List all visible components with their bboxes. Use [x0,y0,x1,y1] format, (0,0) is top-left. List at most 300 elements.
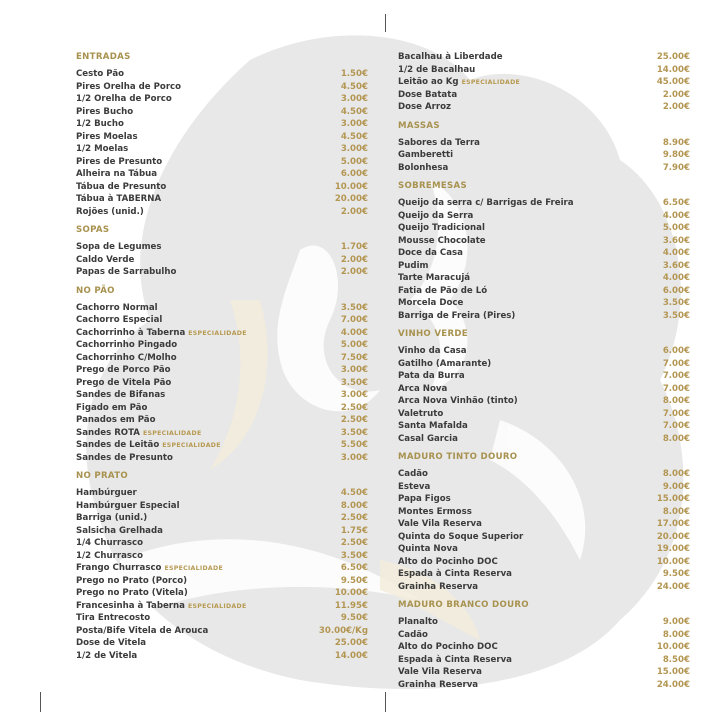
item-name: Sabores da Terra [398,137,480,148]
item-name: 1/2 Orelha de Porco [76,94,172,104]
item-name: Esteva [398,481,431,492]
item-name-wrap [76,364,171,377]
menu-item [76,452,368,465]
item-name: Dose Arroz [398,102,452,112]
menu-section [398,120,690,175]
menu-item [398,64,690,77]
menu-item [398,679,690,692]
menu-item [398,162,690,175]
item-name: Sopa de Legumes [76,242,162,252]
item-name-wrap [398,679,478,692]
menu-item [76,377,368,390]
item-name-wrap [398,581,478,594]
item-price: 7.90€ [662,162,690,173]
item-name-wrap [76,575,187,588]
item-name: Tábua à TABERNA [76,194,162,204]
item-name: Sandes de Bifanas [76,390,166,400]
menu-section [398,599,690,691]
item-name-wrap [76,587,188,600]
item-name: Vale Vila Reserva [398,667,482,677]
menu-item [76,156,368,169]
item-name: Cadão [398,469,428,479]
section-title: VINHO VERDE [398,329,468,339]
item-name: Cachorrinho Pingado [76,340,178,350]
item-name-wrap [76,339,177,352]
item-name: Papas de Sarrabulho [76,267,177,277]
item-name: Casal Garcia [398,433,458,444]
item-name-wrap [76,168,157,181]
item-name: Dose Batata [398,89,458,100]
item-price: 3.50€ [340,550,368,561]
item-name: Cachorrinho à Taberna [76,327,186,338]
item-name-wrap [398,654,512,667]
item-name-wrap [398,543,458,556]
menu-item [398,235,690,248]
item-price: 1.75€ [340,525,368,536]
item-name-wrap [76,402,147,415]
menu-item [76,575,368,588]
item-price: 3.50€ [340,302,368,313]
menu-item [76,168,368,181]
item-name: Sandes de Presunto [76,452,173,463]
item-price: 24.00€ [656,679,690,690]
item-name-wrap [76,550,143,563]
item-name: Pires de Presunto [76,156,163,167]
item-price: 15.00€ [656,667,690,677]
menu-item [398,420,690,433]
item-name-wrap [76,302,158,315]
item-price: 4.00€ [662,273,690,283]
item-name: Dose de Vitela [76,638,147,648]
item-name-wrap [398,137,480,150]
item-name-wrap [76,625,208,638]
menu-item [76,193,368,206]
item-name-wrap [398,162,448,175]
menu-item [76,206,368,219]
menu-item [76,302,368,315]
item-name: 1/2 Bucho [76,119,124,129]
item-name: Prego de Porco Pão [76,365,171,375]
item-price: 7.50€ [340,352,368,363]
item-name-wrap [398,64,475,77]
item-name: Prego no Prato (Porco) [76,575,188,586]
item-price: 6.00€ [340,169,368,179]
menu-item [76,637,368,650]
item-price: 3.00€ [340,390,368,400]
item-name-wrap [76,389,165,402]
item-name-wrap [76,525,163,538]
item-name-wrap [76,600,246,613]
item-price: 3.00€ [340,119,368,129]
item-price: 3.50€ [340,427,368,438]
menu-item [398,247,690,260]
menu-item [398,370,690,383]
menu-section [398,180,690,322]
item-price: 8.00€ [662,469,690,479]
menu-item [76,550,368,563]
item-name-wrap [76,156,162,169]
menu-item [398,149,690,162]
item-name-wrap [398,345,467,358]
item-name: Tábua de Presunto [76,181,167,192]
menu-item [398,285,690,298]
item-name-wrap [398,408,443,421]
section-title: ENTRADAS [76,52,131,62]
item-price: 2.00€ [340,206,368,217]
item-price: 7.00€ [340,315,368,325]
item-price: 4.00€ [340,327,368,338]
item-name: Francesinha à Taberna [76,600,185,611]
menu-item [76,600,368,613]
menu-item [398,222,690,235]
menu-item [76,266,368,279]
item-name-wrap [398,641,498,654]
item-price: 9.80€ [662,150,690,160]
item-name: 1/2 de Vitela [76,650,138,661]
item-name-wrap [76,81,181,94]
item-price: 2.00€ [340,267,368,277]
crop-mark-top [385,14,386,32]
item-price: 7.00€ [662,383,690,394]
item-name-wrap [398,468,428,481]
menu-item [398,345,690,358]
item-name-wrap [398,51,503,64]
menu-item [76,68,368,81]
menu-section [76,51,368,218]
menu-item [398,641,690,654]
item-name: Tira Entrecosto [76,613,151,623]
item-name: Alto do Pocinho DOC [398,642,498,652]
item-name: 1/2 Moelas [76,144,129,154]
item-name: Arca Nova [398,383,448,394]
item-name: Grainha Reserva [398,679,479,690]
section-title: MADURO TINTO DOURO [398,452,518,462]
specialty-badge: ESPECIALIDADE [187,602,247,610]
menu-item [398,89,690,102]
item-name-wrap [76,206,144,219]
item-price: 6.00€ [662,346,690,356]
item-name: Cachorro Especial [76,315,163,325]
item-name: Sandes ROTA [76,427,140,438]
item-price: 20.00€ [334,194,368,204]
item-price: 7.00€ [662,408,690,419]
item-price: 3.50€ [662,298,690,308]
item-name-wrap [398,420,468,433]
item-price: 24.00€ [656,581,690,592]
item-name: Posta/Bife Vitela de Arouca [76,625,209,636]
item-price: 8.50€ [662,654,690,665]
item-price: 9.50€ [340,575,368,586]
item-price: 3.00€ [340,144,368,154]
item-name-wrap [76,254,134,267]
menu-item [398,197,690,210]
menu-item [76,612,368,625]
menu-item [398,395,690,408]
item-name: Bacalhau à Liberdade [398,52,503,62]
menu-item [76,414,368,427]
item-price: 3.60€ [662,260,690,271]
item-price: 4.50€ [340,131,368,142]
item-name: Salsicha Grelhada [76,525,163,536]
menu-item [398,556,690,569]
item-price: 14.00€ [334,650,368,661]
menu-item [398,629,690,642]
item-name: Tarte Maracujá [398,273,471,283]
menu-item [398,616,690,629]
item-name-wrap [76,500,180,513]
item-name-wrap [398,666,482,679]
menu-item [398,297,690,310]
item-price: 25.00€ [656,52,690,62]
item-name-wrap [76,93,172,106]
menu-item [398,518,690,531]
menu-item [398,506,690,519]
item-name-wrap [76,377,171,390]
item-name-wrap [398,89,457,102]
item-name-wrap [398,616,438,629]
item-name: Cachorrinho C/Molho [76,352,177,363]
item-name-wrap [76,68,124,81]
section-title: NO PÃO [76,285,115,296]
item-price: 7.00€ [662,421,690,431]
item-name-wrap [76,414,156,427]
item-name-wrap [398,370,465,383]
item-name: Leitão ao Kg [398,77,459,87]
item-name: Espada à Cinta Reserva [398,654,512,665]
item-name-wrap [76,562,223,575]
item-name: Arca Nova Vinhão (tinto) [398,396,518,406]
item-price: 2.00€ [662,89,690,100]
menu-item [76,364,368,377]
menu-item [76,143,368,156]
item-name: Montes Ermoss [398,506,472,517]
item-name: Bolonhesa [398,162,449,173]
item-price: 7.00€ [662,371,690,381]
item-name-wrap [398,493,451,506]
item-price: 3.00€ [340,365,368,375]
item-name-wrap [398,556,498,569]
section-title: MASSAS [398,120,440,131]
item-name: Mousse Chocolate [398,235,486,246]
menu-item [76,650,368,663]
menu-item [398,433,690,446]
crop-mark-bottom [385,692,386,712]
item-price: 6.50€ [662,198,690,208]
menu-right-column [398,51,690,691]
item-name-wrap [398,433,458,446]
item-name-wrap [398,272,470,285]
item-name: Panados em Pão [76,415,156,425]
item-price: 2.50€ [340,513,368,523]
menu-item [398,210,690,223]
item-price: 8.00€ [662,433,690,444]
item-name-wrap [398,506,472,519]
item-name: Grainha Reserva [398,581,479,592]
menu-item [76,106,368,119]
item-name: Cadão [398,629,428,640]
item-name: Planalto [398,617,438,627]
item-price: 9.00€ [662,617,690,627]
item-price: 8.00€ [662,629,690,640]
item-price: 11.95€ [334,600,368,611]
item-name: Hambúrguer Especial [76,500,180,511]
item-name: Queijo Tradicional [398,223,485,233]
item-price: 3.00€ [340,94,368,104]
item-name: Vale Vila Reserva [398,519,482,529]
menu-item [398,468,690,481]
item-name-wrap [76,181,166,194]
item-price: 10.00€ [656,556,690,567]
specialty-badge: ESPECIALIDADE [164,565,223,572]
specialty-badge: ESPECIALIDADE [188,329,247,337]
item-name: Rojões (unid.) [76,206,144,217]
item-name-wrap [76,266,176,279]
item-price: 2.00€ [662,102,690,112]
menu-item [398,481,690,494]
menu-item [76,131,368,144]
crop-mark-left [40,692,41,712]
item-price: 7.00€ [662,358,690,369]
item-name-wrap [76,131,138,144]
item-name: Barriga (unid.) [76,513,148,523]
item-price: 17.00€ [656,519,690,529]
item-price: 10.00€ [334,181,368,192]
item-name: Santa Mafalda [398,421,468,431]
item-price: 1.70€ [340,242,368,252]
menu-item [76,352,368,365]
item-name-wrap [76,314,162,327]
item-price: 25.00€ [334,638,368,648]
item-price: 2.50€ [340,415,368,425]
item-name-wrap [398,568,512,581]
item-name: Morcela Doce [398,298,464,308]
item-name: Fatia de Pão de Ló [398,285,488,296]
menu-item [398,383,690,396]
item-name-wrap [398,149,453,162]
menu-item [76,562,368,575]
menu-item [76,389,368,402]
item-name-wrap [398,629,428,642]
menu-item [398,666,690,679]
menu-item [76,625,368,638]
item-name: Caldo Verde [76,254,135,265]
item-price: 1.50€ [340,69,368,79]
item-price: 3.60€ [662,235,690,246]
menu-section [398,328,690,445]
menu-item [76,512,368,525]
item-name-wrap [398,222,485,235]
item-name-wrap [76,118,124,131]
menu-section [398,51,690,114]
menu-section [76,285,368,465]
item-name: Cesto Pão [76,69,125,79]
specialty-badge: ESPECIALIDADE [162,442,221,449]
item-name: Cachorro Normal [76,302,158,313]
item-name-wrap [76,193,161,206]
menu-item [76,537,368,550]
item-name-wrap [398,383,447,396]
item-price: 9.50€ [662,569,690,579]
menu-item [76,500,368,513]
item-price: 3.00€ [340,452,368,463]
item-name-wrap [398,210,473,223]
menu-item [76,587,368,600]
item-name-wrap [398,297,463,310]
item-price: 4.50€ [340,488,368,498]
item-price: 8.00€ [662,506,690,517]
item-name: Pires Orelha de Porco [76,81,182,92]
item-name-wrap [76,637,146,650]
item-name: Prego de Vitela Pão [76,377,172,388]
item-name: Espada à Cinta Reserva [398,569,512,579]
item-name: Quinta do Soque Superior [398,531,524,542]
item-price: 30.00€/Kg [318,625,368,636]
item-price: 45.00€ [656,77,690,87]
item-price: 8.90€ [662,137,690,148]
item-name-wrap [76,427,201,440]
item-price: 2.00€ [340,254,368,265]
menu-item [76,181,368,194]
section-title: SOBREMESAS [398,181,467,191]
item-name-wrap [76,537,143,550]
item-price: 5.00€ [662,223,690,233]
menu-item [398,358,690,371]
item-name-wrap [398,101,451,114]
menu-item [76,525,368,538]
item-price: 2.50€ [340,538,368,548]
menu-item [76,254,368,267]
menu-item [398,654,690,667]
item-name: Pires Bucho [76,106,134,117]
menu-item [76,487,368,500]
item-name: Prego no Prato (Vitela) [76,588,188,598]
item-name-wrap [398,531,523,544]
item-name-wrap [398,395,518,408]
menu-item [76,427,368,440]
item-name-wrap [76,106,133,119]
item-price: 5.00€ [340,156,368,167]
item-price: 19.00€ [656,544,690,554]
item-price: 10.00€ [656,642,690,652]
item-price: 4.00€ [662,248,690,258]
item-name: Pudim [398,260,429,271]
item-name: Figado em Pão [76,402,148,413]
item-price: 6.00€ [662,285,690,296]
item-price: 6.50€ [340,563,368,573]
item-price: 20.00€ [656,531,690,542]
menu-item [76,118,368,131]
menu-item [76,339,368,352]
item-name-wrap [398,518,482,531]
item-price: 8.00€ [662,396,690,406]
menu-item [76,327,368,340]
item-name-wrap [398,358,491,371]
menu-item [76,402,368,415]
menu-item [76,81,368,94]
item-name-wrap [398,197,574,210]
menu-item [76,93,368,106]
menu-section [76,224,368,279]
item-name: Quinta Nova [398,544,458,554]
item-name: Sandes de Leitão [76,440,160,450]
menu-item [398,493,690,506]
menu-section [398,451,690,593]
item-price: 3.50€ [340,377,368,388]
item-name: Pata da Burra [398,371,465,381]
item-name-wrap [398,76,520,89]
menu-item [398,581,690,594]
menu-item [76,241,368,254]
